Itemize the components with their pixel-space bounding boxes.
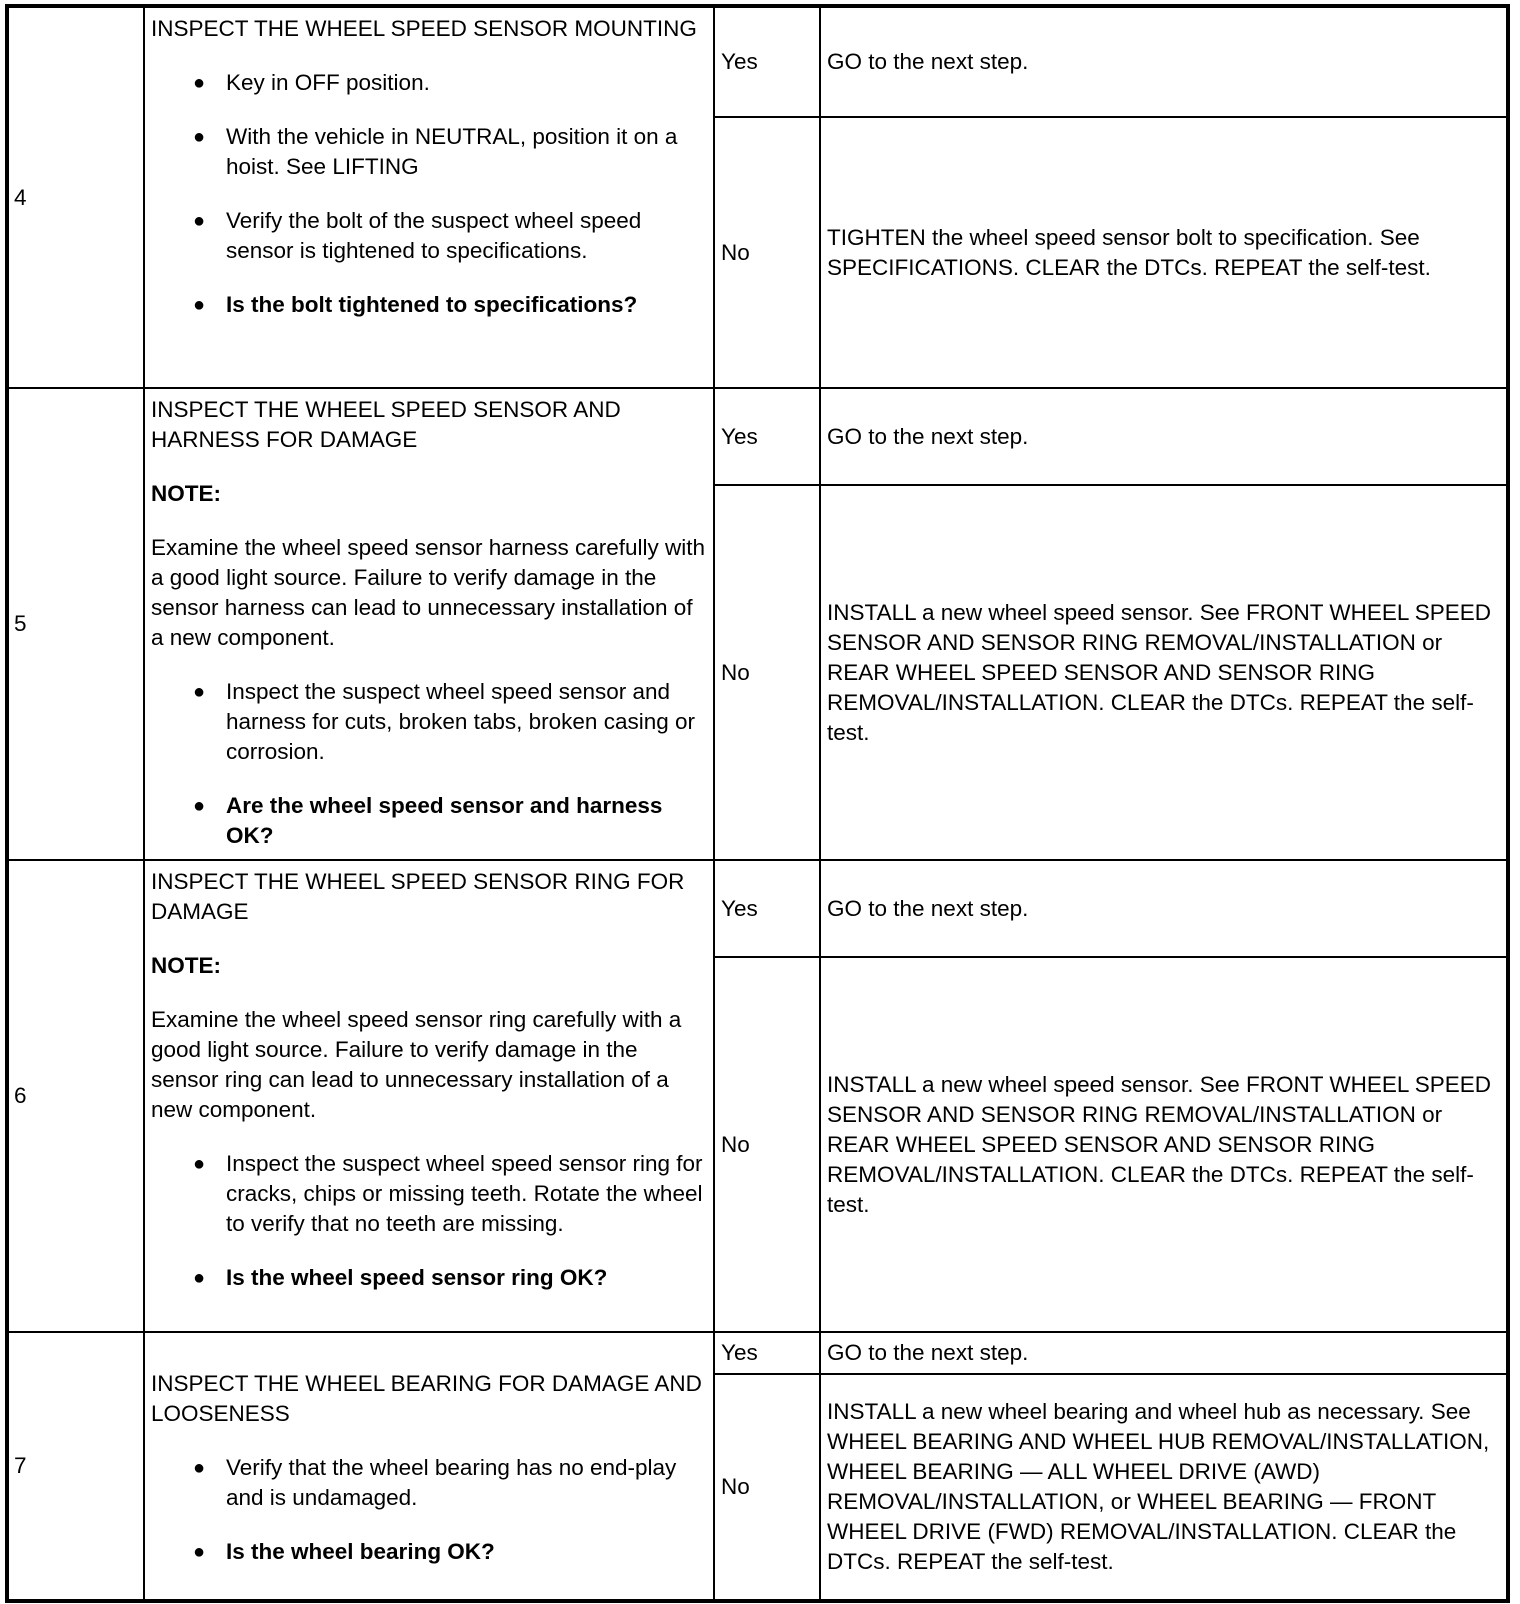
step-question: ● Is the bolt tightened to specifications? [151, 290, 707, 320]
step-title: INSPECT THE WHEEL SPEED SENSOR RING FOR DAMAGE [151, 869, 685, 924]
bullet-item: ● Inspect the suspect wheel speed sensor and harness for cuts, broken tabs, broken casing or corrosion. [151, 677, 707, 767]
bullet-item: ● With the vehicle in NEUTRAL, position it on a hoist. See LIFTING [151, 122, 707, 182]
result-no: INSTALL a new wheel speed sensor. See FRONT WHEEL SPEED SENSOR AND SENSOR RING REMOVAL/INSTALLATION or REAR WHEEL SPEED SENSOR AND SENSOR RING REMOVAL/INSTALLATION. CLEAR the DTCs. REPEAT the self-test. [820, 485, 1507, 860]
result-yes: GO to the next step. [820, 860, 1507, 957]
step-number: 4 [8, 7, 144, 388]
step-number: 5 [8, 388, 144, 860]
step-question: ● Are the wheel speed sensor and harness OK? [151, 791, 707, 851]
step-title: INSPECT THE WHEEL SPEED SENSOR MOUNTING [151, 16, 697, 41]
bullet-item: ● Verify the bolt of the suspect wheel speed sensor is tightened to specifications. [151, 206, 707, 266]
bullet-item: ● Verify that the wheel bearing has no end-play and is undamaged. [151, 1453, 707, 1513]
answer-yes: Yes [714, 860, 820, 957]
answer-no: No [714, 1374, 820, 1600]
step-title: INSPECT THE WHEEL BEARING FOR DAMAGE AND LOOSENESS [151, 1371, 702, 1426]
result-yes: GO to the next step. [820, 7, 1507, 117]
answer-yes: Yes [714, 388, 820, 485]
step-bullets [151, 68, 707, 320]
answer-no: No [714, 485, 820, 860]
step-bullets [151, 677, 707, 851]
result-no: TIGHTEN the wheel speed sensor bolt to specification. See SPECIFICATIONS. CLEAR the DTCs. REPEAT the self-test. [820, 117, 1507, 388]
step-question: ● Is the wheel bearing OK? [151, 1537, 707, 1567]
bullet-item: ● Inspect the suspect wheel speed sensor ring for cracks, chips or missing teeth. Rotate the wheel to verify that no teeth are missing. [151, 1149, 707, 1239]
note-heading: NOTE: [151, 953, 221, 978]
note-text: Examine the wheel speed sensor ring carefully with a good light source. Failure to verify damage in the sensor ring can lead to unnecessary installation of a new component. [151, 1007, 682, 1122]
result-no: INSTALL a new wheel speed sensor. See FRONT WHEEL SPEED SENSOR AND SENSOR RING REMOVAL/INSTALLATION or REAR WHEEL SPEED SENSOR AND SENSOR RING REMOVAL/INSTALLATION. CLEAR the DTCs. REPEAT the self-test. [820, 957, 1507, 1332]
answer-no: No [714, 117, 820, 388]
step-number: 7 [8, 1332, 144, 1600]
result-no: INSTALL a new wheel bearing and wheel hub as necessary. See WHEEL BEARING AND WHEEL HUB REMOVAL/INSTALLATION, WHEEL BEARING — ALL WHEEL DRIVE (AWD) REMOVAL/INSTALLATION, or WHEEL BEARING — FRONT WHEEL DRIVE (FWD) REMOVAL/INSTALLATION. CLEAR the DTCs. REPEAT the self-test. [820, 1374, 1507, 1600]
bullet-item: ● Key in OFF position. [151, 68, 707, 98]
step-action [144, 388, 714, 860]
answer-yes: Yes [714, 1332, 820, 1374]
step-question: ● Is the wheel speed sensor ring OK? [151, 1263, 707, 1293]
note-text: Examine the wheel speed sensor harness carefully with a good light source. Failure to verify damage in the sensor harness can lead to unnecessary installation of a new component. [151, 535, 706, 650]
diagnostic-steps-table [7, 6, 1508, 1601]
step-title: INSPECT THE WHEEL SPEED SENSOR AND HARNESS FOR DAMAGE [151, 397, 621, 452]
note-heading: NOTE: [151, 481, 221, 506]
answer-yes: Yes [714, 7, 820, 117]
result-yes: GO to the next step. [820, 388, 1507, 485]
step-action [144, 1332, 714, 1600]
step-action [144, 860, 714, 1332]
step-action [144, 7, 714, 388]
step-number: 6 [8, 860, 144, 1332]
step-bullets [151, 1149, 707, 1293]
answer-no: No [714, 957, 820, 1332]
result-yes: GO to the next step. [820, 1332, 1507, 1374]
step-bullets [151, 1453, 707, 1567]
